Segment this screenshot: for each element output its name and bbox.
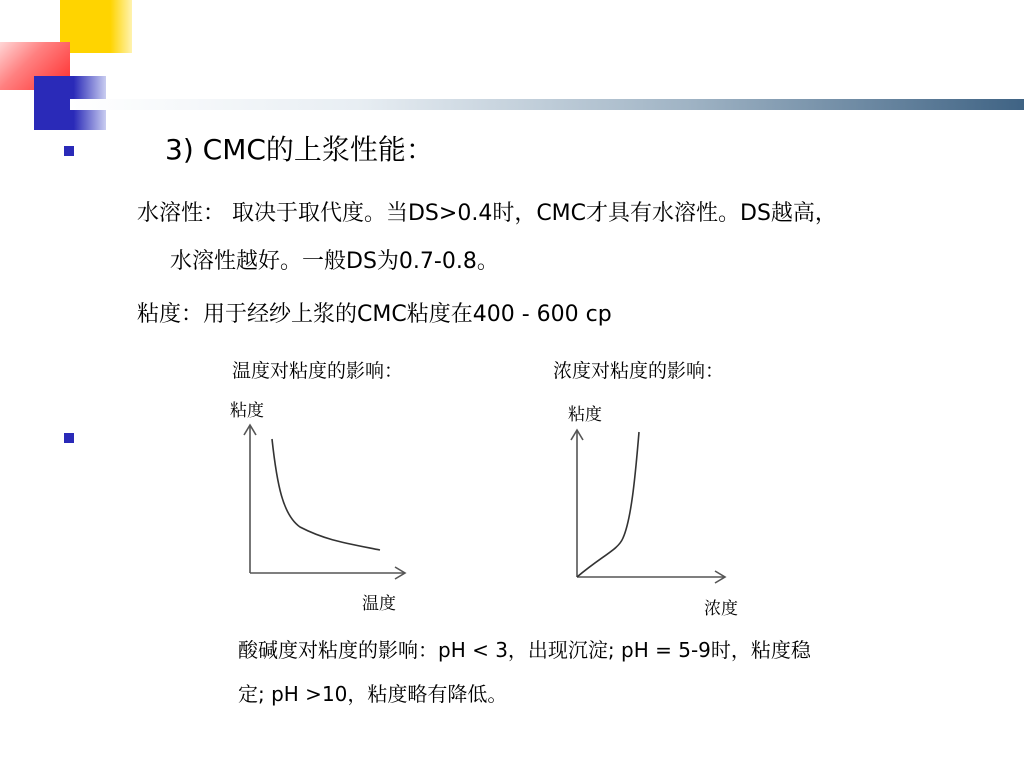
concentration-chart-caption: 浓度对粘度的影响： bbox=[553, 360, 725, 382]
concentration-chart-xlabel: 浓度 bbox=[704, 599, 738, 619]
temperature-chart-ylabel: 粘度 bbox=[230, 401, 264, 421]
temperature-chart bbox=[225, 415, 425, 595]
ph-effect-line1: 酸碱度对粘度的影响：pH < 3，出现沉淀; pH = 5-9时，粘度稳 bbox=[238, 638, 811, 662]
slide-title: 3) CMC的上浆性能： bbox=[165, 133, 434, 166]
water-solubility-line2: 水溶性越好。一般DS为0.7-0.8。 bbox=[170, 249, 499, 274]
bullet-1 bbox=[64, 146, 74, 156]
ph-effect-line2: 定; pH >10，粘度略有降低。 bbox=[238, 682, 508, 706]
viscosity-line: 粘度：用于经纱上浆的CMC粘度在400 - 600 cp bbox=[137, 302, 612, 327]
concentration-chart-axes bbox=[571, 430, 725, 583]
concentration-viscosity-curve bbox=[577, 432, 639, 577]
water-solubility-line1: 水溶性： 取决于取代度。当DS>0.4时，CMC才具有水溶性。DS越高， bbox=[137, 201, 837, 226]
deco-yellow-square bbox=[60, 0, 132, 53]
deco-header-line bbox=[70, 99, 1024, 110]
bullet-2 bbox=[64, 433, 74, 443]
temperature-chart-axes bbox=[244, 425, 405, 579]
concentration-chart bbox=[553, 420, 753, 600]
temperature-viscosity-curve bbox=[272, 439, 380, 550]
concentration-chart-ylabel: 粘度 bbox=[568, 405, 602, 425]
temperature-chart-xlabel: 温度 bbox=[362, 594, 396, 614]
temperature-chart-caption: 温度对粘度的影响： bbox=[232, 360, 404, 382]
